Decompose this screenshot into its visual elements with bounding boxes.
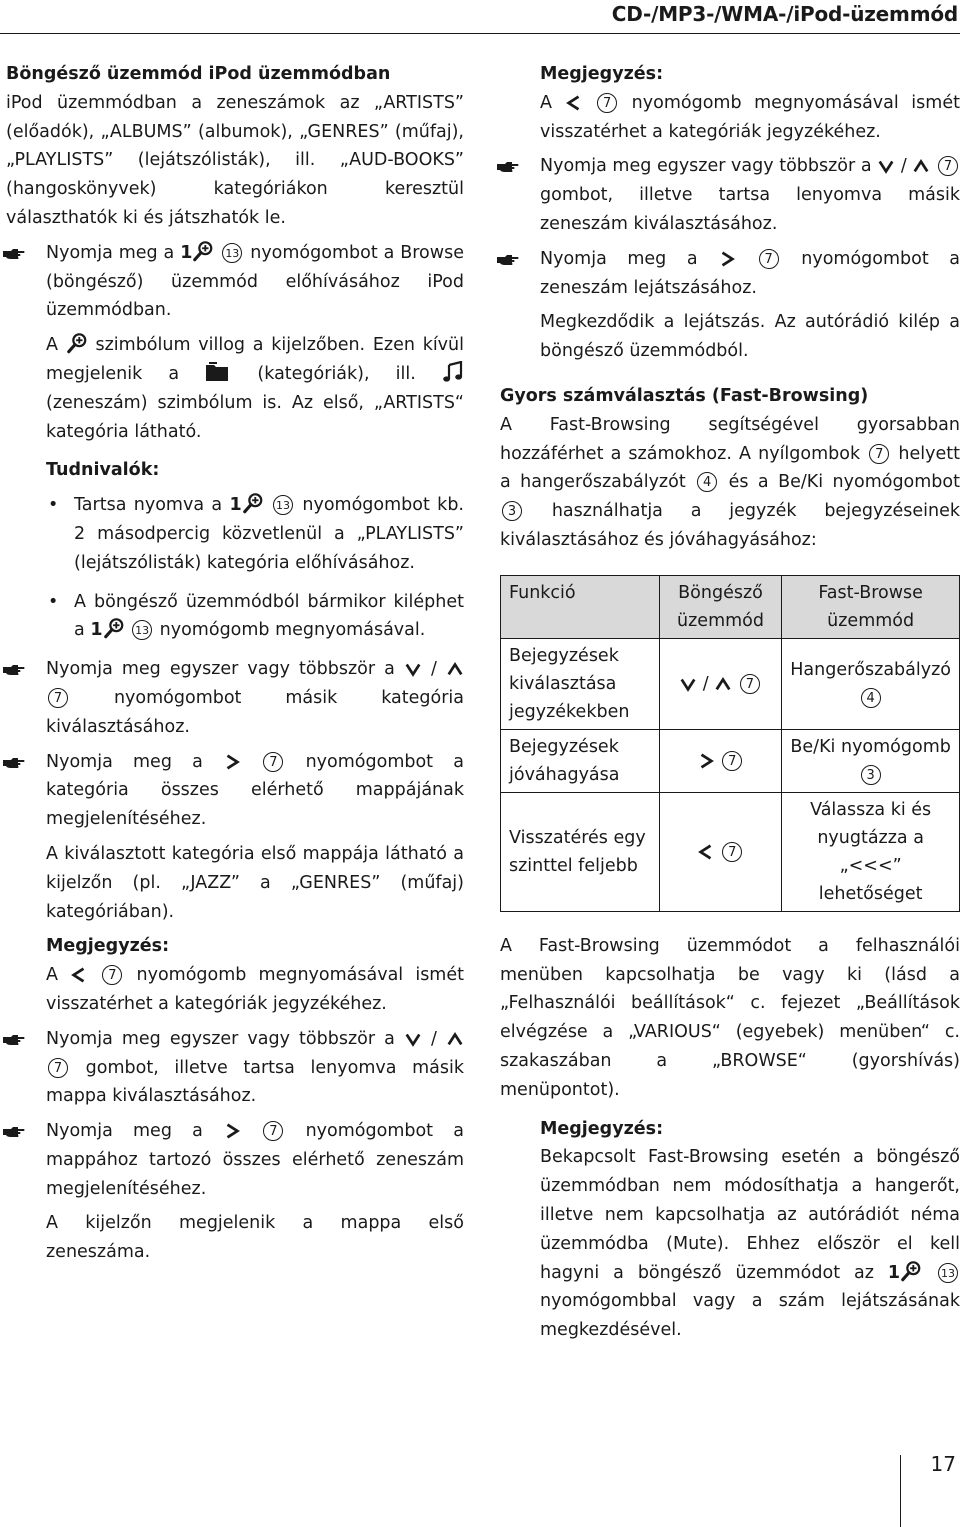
fast-browsing-intro: A Fast-Browsing segítségével gyorsabban hozzáférhet a számokhoz. A nyílgombok 7 helyett a hangerőszabályzót 4 és a Be/Ki nyomógombot 3 használhatja a jegyzék bejegyzéseinek kiválasztásához és jóváhagyásához:	[500, 414, 960, 550]
note-heading: Megjegyzés:	[46, 936, 170, 957]
step-open-browse: Nyomja meg a 1 13 nyomógombot a Browse (böngésző) üzemmód előhívásához iPod üzemmódban.	[6, 239, 464, 325]
chevron-down-icon	[679, 675, 697, 693]
table-cell	[659, 792, 782, 911]
table-cell	[659, 729, 782, 792]
note-text: A 7 nyomógomb megnyomásával ismét visszatérhet a kategóriák jegyzékéhez.	[540, 92, 960, 142]
pointing-hand-icon	[2, 1032, 26, 1048]
button-number-badge: 13	[132, 620, 152, 640]
chevron-right-icon	[697, 752, 715, 770]
chevron-up-icon	[446, 660, 464, 678]
magnifier-icon	[900, 1260, 922, 1282]
magnifier-icon	[192, 240, 214, 262]
pointing-hand-icon	[496, 159, 520, 175]
page-number-rule	[900, 1455, 901, 1527]
chevron-left-icon	[70, 966, 88, 984]
step-select-track: Nyomja meg egyszer vagy többször a / 7 gombot, illetve tartsa lenyomva másik zeneszám kiválasztásához.	[500, 152, 960, 238]
magnifier-icon	[66, 332, 88, 354]
button-number-badge: 7	[263, 752, 283, 772]
step-show-folders: Nyomja meg a 7 nyomógombot a kategória összes elérhető mappájának megjelenítéséhez.	[6, 748, 464, 834]
page-header	[0, 0, 960, 32]
chevron-down-icon	[877, 157, 895, 175]
button-number-badge: 7	[722, 842, 742, 862]
table-cell: Hangerőszabályzó 4	[782, 638, 960, 729]
button-number-badge: 7	[740, 674, 760, 694]
magnifier-icon	[242, 492, 264, 514]
fast-browsing-setting: A Fast-Browsing üzemmódot a felhasználói menüben kapcsolhatja be vagy ki (lásd a „Felhasználói beállítások“ c. fejezet „Beállítások elvégzése a „VARIOUS“ (egyebek) menüben“ c. szakaszában a „BROWSE“ (gyorshívás) menüpontot).	[500, 935, 960, 1100]
table-header-cell: Böngésző üzemmód	[659, 575, 782, 638]
button-number-badge: 13	[938, 1263, 958, 1283]
symbol-description: A szimbólum villog a kijelzőben. Ezen kívül megjelenik a (kategóriák), ill. (zeneszám) szimbólum is. Az első, „ARTISTS“ kategória látható.	[46, 331, 464, 446]
right-column	[500, 60, 960, 1351]
pointing-hand-icon	[2, 1124, 26, 1140]
section-heading: Böngésző üzemmód iPod üzemmódban	[6, 64, 391, 84]
note-text: A 7 nyomógomb megnyomásával ismét visszatérhet a kategóriák jegyzékéhez.	[46, 965, 464, 1014]
chevron-up-icon	[446, 1030, 464, 1048]
table-cell: Válassza ki és nyugtázza a „<<<” lehetőséget	[782, 792, 960, 911]
pointing-hand-icon	[496, 252, 520, 268]
table-cell: / 7	[659, 638, 782, 729]
tip-item: • A böngésző üzemmódból bármikor kiléphet a 1 13 nyomógomb megnyomásával.	[48, 591, 464, 641]
table-row	[501, 792, 960, 911]
button-number-badge: 4	[861, 688, 881, 708]
chevron-up-icon	[912, 157, 930, 175]
table-row	[501, 729, 960, 792]
chevron-down-icon	[404, 660, 422, 678]
chevron-down-icon	[404, 1030, 422, 1048]
button-number-badge: 13	[273, 495, 293, 515]
table-cell: Bejegyzések jóváhagyása	[501, 729, 660, 792]
chevron-up-icon	[714, 675, 732, 693]
chevron-left-icon	[697, 843, 715, 861]
tip-item: • Tartsa nyomva a 1 13 nyomógombot kb. 2 másodpercig közvetlenül a „PLAYLISTS” (lejátszólisták) kategória előhívásához.	[46, 491, 464, 577]
table-header-row	[501, 575, 960, 638]
step-show-tracks: Nyomja meg a 7 nyomógombot a mappához tartozó összes elérhető zeneszám megjelenítéséhez.	[6, 1117, 464, 1203]
header-rule	[0, 33, 960, 34]
table-cell: Bejegyzések kiválasztása jegyzékekben	[501, 638, 660, 729]
pointing-hand-icon	[2, 755, 26, 771]
result-text: A kijelzőn megjelenik a mappa első zeneszáma.	[46, 1213, 464, 1263]
button-number-badge: 7	[938, 156, 958, 176]
pointing-hand-icon	[2, 246, 26, 262]
button-number-badge: 3	[861, 765, 881, 785]
intro-paragraph: iPod üzemmódban a zeneszámok az „ARTISTS” (előadók), „ALBUMS” (albumok), „GENRES” (műfaj), „PLAYLISTS” (lejátszólisták), ill. „AUD-BOOKS” (hangoskönyvek) kategóriákon keresztül választhatók ki és játszhatók le.	[6, 92, 464, 228]
header-title: CD-/MP3-/WMA-/iPod-üzemmód	[611, 2, 958, 26]
button-number-badge: 3	[502, 501, 522, 521]
step-play-track: Nyomja meg a 7 nyomógombot a zeneszám lejátszásához.	[500, 245, 960, 303]
step-select-category: Nyomja meg egyszer vagy többször a / 7 nyomógombot másik kategória kiválasztásához.	[6, 655, 464, 741]
button-number-badge: 7	[102, 965, 122, 985]
button-number-badge: 7	[597, 93, 617, 113]
table-cell: Be/Ki nyomógomb 3	[782, 729, 960, 792]
step-select-folder: Nyomja meg egyszer vagy többször a / 7 gombot, illetve tartsa lenyomva másik mappa kiválasztásához.	[6, 1025, 464, 1111]
music-note-icon	[442, 361, 464, 383]
button-number-badge: 7	[759, 249, 779, 269]
result-text: A kiválasztott kategória első mappája látható a kijelzőn (pl. „JAZZ” a „GENRES” (műfaj) kategóriában).	[46, 843, 464, 922]
folder-icon	[205, 361, 231, 383]
note-heading: Megjegyzés:	[540, 64, 664, 84]
left-column	[6, 60, 464, 1273]
button-number-badge: 7	[722, 751, 742, 771]
table-header-cell: Fast-Browse üzemmód	[782, 575, 960, 638]
button-number-badge: 13	[222, 243, 242, 263]
button-number-badge: 4	[697, 472, 717, 492]
magnifier-icon	[103, 617, 125, 639]
button-number-badge: 7	[869, 444, 889, 464]
table-row	[501, 638, 960, 729]
page-number: 17	[930, 1452, 956, 1476]
chevron-left-icon	[565, 94, 583, 112]
result-text: Megkezdődik a lejátszás. Az autórádió kilép a böngésző üzemmódból.	[540, 312, 960, 362]
button-number-badge: 7	[263, 1121, 283, 1141]
table-header-cell: Funkció	[501, 575, 660, 638]
pointing-hand-icon	[2, 662, 26, 678]
note-text: Bekapcsolt Fast-Browsing esetén a böngésző üzemmódban nem módosíthatja a hangerőt, illetve nem kapcsolhatja az autórádiót néma üzemmódba (Mute). Ehhez először el kell hagyni a böngésző üzemmódot az 1 13 nyomógombbal vagy a szám lejátszásának megkezdésével.	[540, 1147, 960, 1341]
chevron-right-icon	[223, 753, 241, 771]
chevron-right-icon	[223, 1122, 241, 1140]
button-number-badge: 7	[48, 1058, 68, 1078]
function-table	[500, 575, 960, 912]
note-heading: Megjegyzés:	[540, 1118, 664, 1139]
chevron-right-icon	[718, 250, 736, 268]
table-cell: Visszatérés egy szinttel feljebb	[501, 792, 660, 911]
tips-heading: Tudnivalók:	[46, 460, 160, 481]
section-heading: Gyors számválasztás (Fast-Browsing)	[500, 385, 869, 406]
button-number-badge: 7	[48, 688, 68, 708]
